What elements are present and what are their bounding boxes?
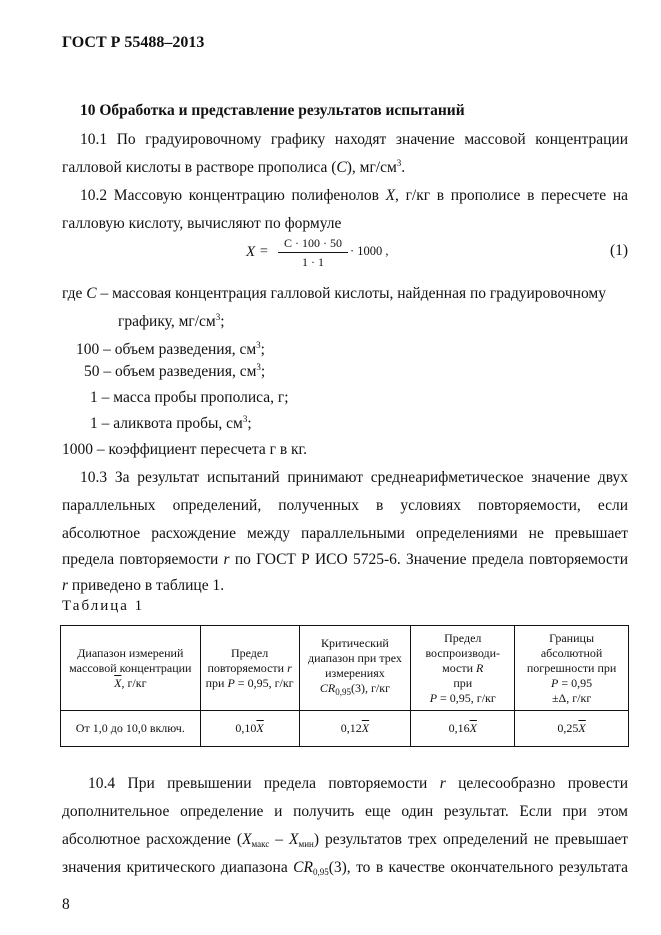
paragraph-10-4-line3: абсолютное расхождение $(X_{макс} - X_{мин})$ результатов трех определений не превышает [62, 831, 629, 849]
paragraph-10-4-line1: 10.4 При превышении предела повторяемости r целесообразно провести [88, 775, 628, 792]
formula-number: (1) [610, 242, 629, 259]
where-c-line2: графику, $мг/см^3$; [118, 312, 225, 330]
paragraph-10-4-line4: значения критического диапазона $CR_{0,95}(3)$, то в качестве окончательного результата [62, 859, 629, 877]
table-header-error-bounds: Границы абсолютной погрешности при P = 0,95 ±Δ, г/кг [515, 626, 629, 711]
paragraph-10-3-line2: параллельных определений, полученных в условиях повторяемости, если [62, 497, 628, 514]
paragraph-10-3-line4: предела повторяемости r по ГОСТ Р ИСО 5725-6. Значение предела повторяемости [62, 551, 628, 568]
where-1000: 1000 – коэффициент пересчета г в кг. [62, 441, 308, 458]
paragraph-10-1-line2: галловой кислоты в растворе прополиса (C), $мг/см^3$. [62, 158, 406, 176]
formula-fraction [278, 236, 348, 270]
formula-equals: = [260, 244, 268, 259]
table-header-range: Диапазон измерений массовой концентрации $\overline{X}$, г/кг [61, 626, 201, 711]
table-row [61, 711, 629, 747]
where-100: 100 – объем разведения, $см^3$; [76, 340, 265, 358]
paragraph-10-3-line3: абсолютное расхождение между параллельными определениями не превышает [62, 525, 628, 542]
table-1 [60, 625, 629, 747]
formula-numerator: C · 100 · 50 [278, 236, 348, 253]
paragraph-10-3-line5: r приведено в таблице 1. [62, 577, 225, 594]
cell-reproducibility: $0,16\overline{X}$ [411, 711, 515, 747]
paragraph-10-2-line1: 10.2 Массовую концентрацию полифенолов X, г/кг в прополисе в пересчете на [80, 187, 628, 204]
section-title: 10 Обработка и представление результатов испытаний [80, 102, 465, 119]
paragraph-10-3-line1: 10.3 За результат испытаний принимают среднеарифметическое значение двух [80, 469, 628, 486]
formula-1 [246, 238, 636, 278]
page-number: 8 [62, 896, 70, 913]
table-header-reproducibility: Предел воспроизводи-мости R при P = 0,95, г/кг [411, 626, 515, 711]
table-header-critical-range: Критический диапазон при трех измерениях $CR_{0,95}(3)$, г/кг [299, 626, 411, 711]
document-header: ГОСТ Р 55488–2013 [62, 34, 205, 51]
table-header-repeatability: Предел повторяемости r при P = 0,95, г/кг [200, 626, 299, 711]
formula-denominator: 1 · 1 [302, 255, 324, 269]
cell-error-bounds: $0,25\overline{X}$ [515, 711, 629, 747]
where-1-mass: 1 – масса пробы прополиса, г; [90, 389, 289, 406]
where-c-line1: где C – массовая концентрация галловой кислоты, найденная по градуировочному [62, 285, 606, 302]
cell-critical-range: $0,12\overline{X}$ [299, 711, 411, 747]
formula-multiplier: · 1000 , [350, 244, 389, 258]
table-header-row [61, 626, 629, 711]
where-50: 50 – объем разведения, $см^3$; [84, 362, 266, 380]
table-caption: Таблица 1 [62, 598, 145, 614]
paragraph-10-2-line2: галловую кислоту, вычисляют по формуле [62, 215, 342, 232]
cell-repeatability: $0,10\overline{X}$ [200, 711, 299, 747]
formula-lhs: X [246, 244, 256, 260]
paragraph-10-4-line2: дополнительное определение и получить еще один результат. Если при этом [62, 803, 628, 820]
paragraph-10-1-line1: 10.1 По градуировочному графику находят значение массовой концентрации [80, 131, 628, 148]
cell-range: От 1,0 до 10,0 включ. [61, 711, 201, 747]
where-1-aliquot: 1 – аликвота пробы, $см^3$; [90, 414, 252, 432]
